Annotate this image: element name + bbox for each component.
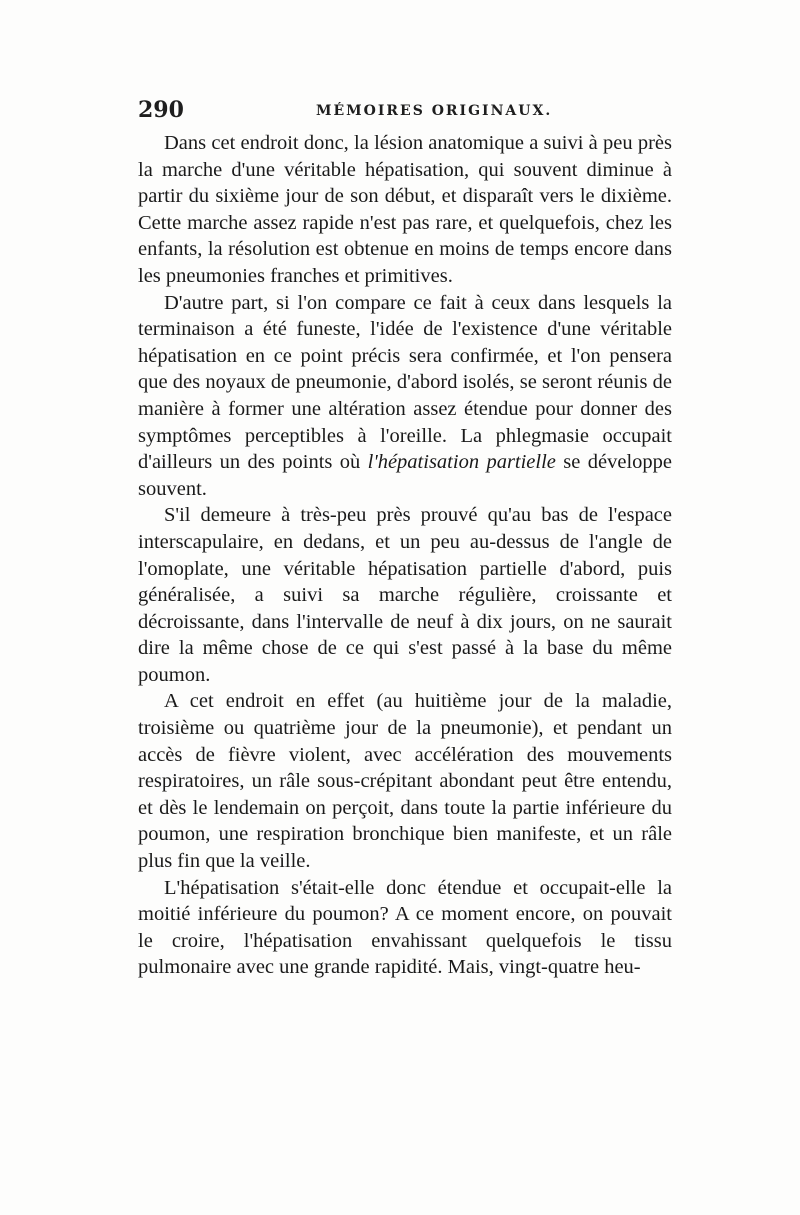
paragraph-1: Dans cet endroit donc, la lésion anatomique a suivi à peu près la marche d'une véritable hépatisation, qui souvent diminue à partir du sixième jour de son début, et disparaît vers le dixième. Cette marche assez rapide n'est pas rare, et quelquefois, chez les enfants, la résolution est obtenue en moins de temps encore dans les pneumonies franches et primitives. bbox=[138, 132, 672, 287]
paragraph-5: L'hépatisation s'était-elle donc étendue et occupait-elle la moitié inférieure du poumon? A ce moment encore, on pouvait le croire, l'hépatisation envahissant quelquefois le tissu pulmonaire avec une grande rapidité. Mais, vingt-quatre heu- bbox=[138, 876, 672, 979]
paragraph-4: A cet endroit en effet (au huitième jour de la maladie, troisième ou quatrième jour de la pneumonie), et pendant un accès de fièvre violent, avec accélération des mouvements respiratoires, un râle sous-crépitant abondant peut être entendu, et dès le lendemain on perçoit, dans toute la partie inférieure du poumon, une respiration bronchique bien manifeste, et un râle plus fin que la veille. bbox=[138, 690, 672, 873]
page-number: 290 bbox=[138, 97, 184, 123]
body-text bbox=[138, 130, 672, 981]
paragraph-2-italic: l'hépatisation partielle bbox=[367, 451, 556, 474]
paragraph-3: S'il demeure à très-peu près prouvé qu'au bas de l'espace interscapulaire, en dedans, et un peu au-dessus de l'angle de l'omoplate, une véritable hépatisation partielle d'abord, puis généralisée, a suivi sa marche régulière, croissante et décroissante, dans l'intervalle de neuf à dix jours, on ne saurait dire la même chose de ce qui s'est passé à la base du même poumon. bbox=[138, 504, 672, 686]
paragraph-2 bbox=[138, 290, 672, 503]
paragraph-2-text-b: se développe souvent. bbox=[138, 451, 672, 500]
page-header bbox=[138, 96, 668, 128]
running-title: MÉMOIRES ORIGINAUX. bbox=[316, 103, 553, 119]
paragraph-2-text-a: D'autre part, si l'on compare ce fait à ceux dans lesquels la terminaison a été funeste, l'idée de l'existence d'une véritable hépatisation en ce point précis sera confirmée, et l'on pensera que des noyaux de pneumonie, d'abord isolés, se seront réunis de manière à former une altération assez étendue pour donner des symptômes perceptibles à l'oreille. La phlegmasie occupait d'ailleurs un des points où bbox=[138, 291, 672, 474]
